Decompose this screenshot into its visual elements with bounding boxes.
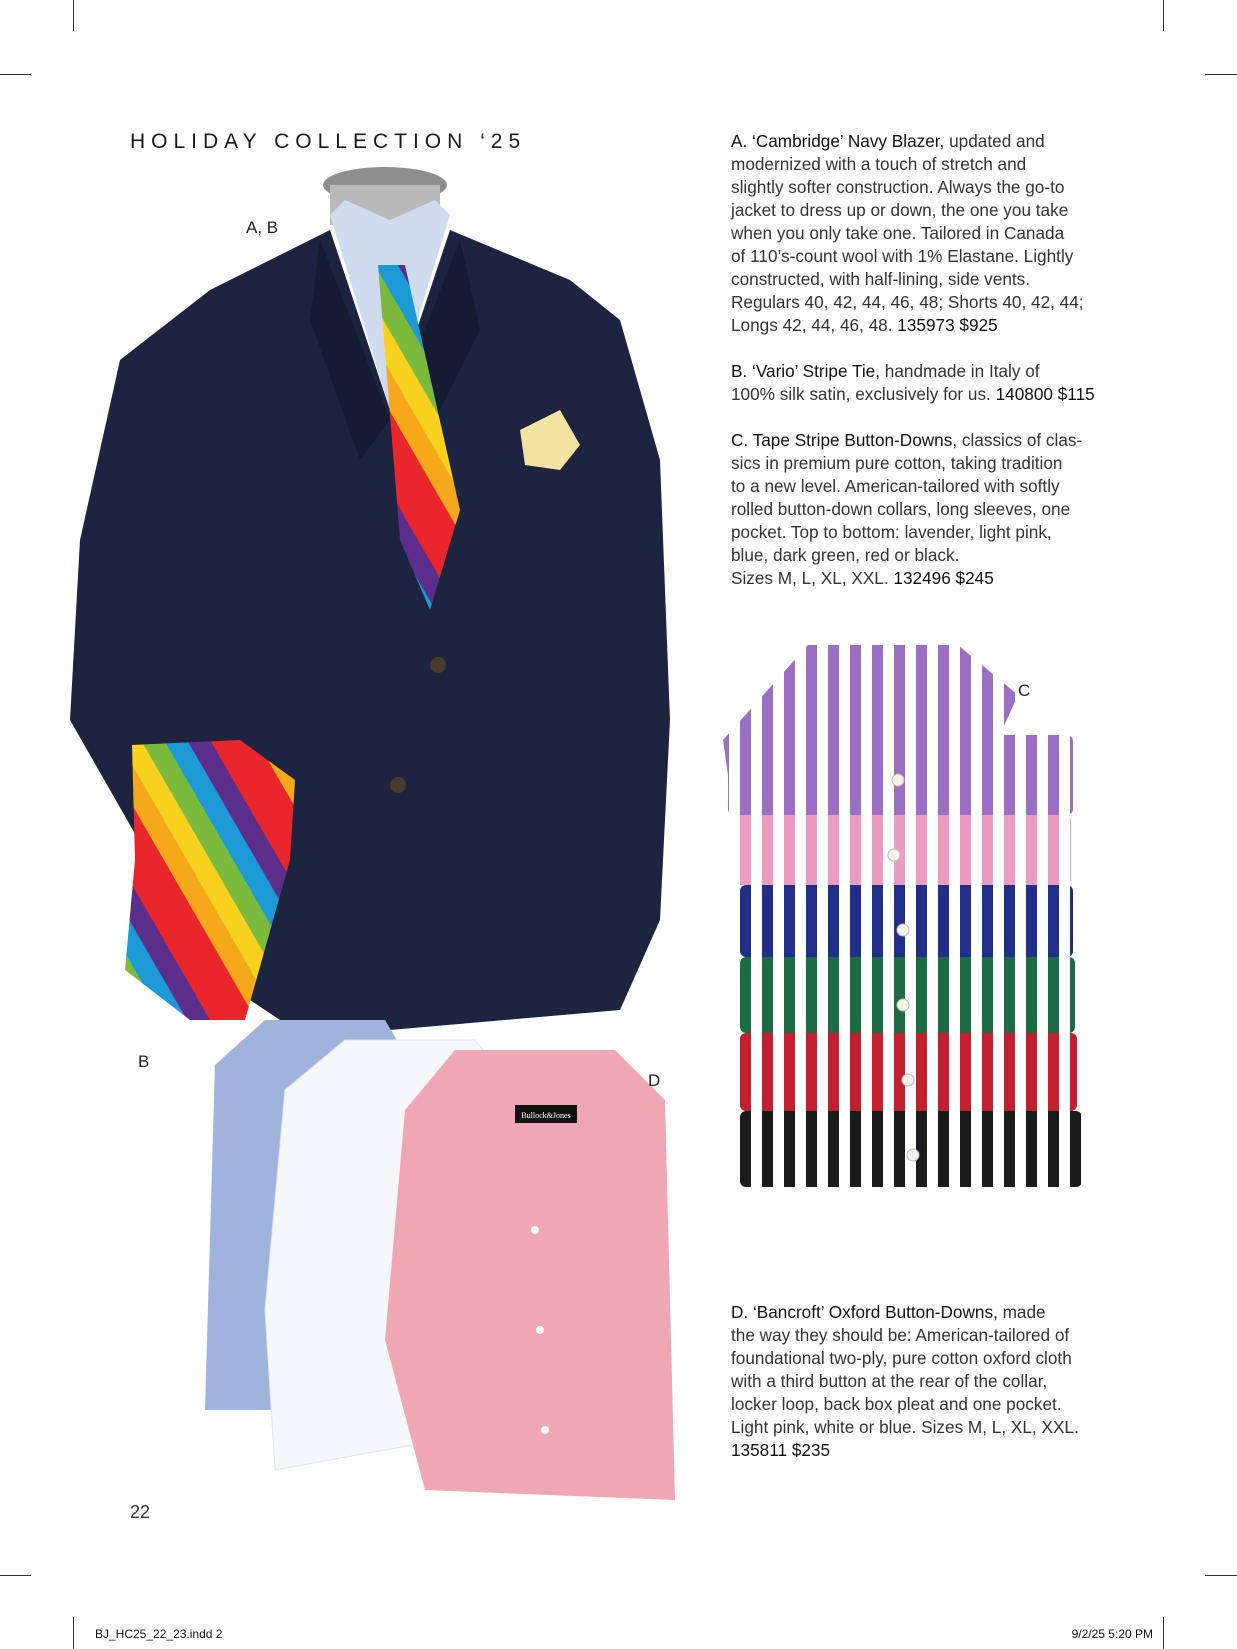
blazer-button xyxy=(430,657,446,673)
slug-filename: BJ_HC25_22_23.indd 2 xyxy=(95,1627,223,1641)
item-sku-price: 132496 $245 xyxy=(893,568,994,588)
shirt-label-text: Bullock&Jones xyxy=(521,1111,571,1120)
item-headline: B. ‘Vario’ Stripe Tie, xyxy=(731,361,881,381)
slug-date: 9/2/25 5:20 PM xyxy=(1071,1627,1153,1641)
shirt-button xyxy=(536,1326,544,1334)
crop-mark xyxy=(1205,74,1237,75)
shirt-button xyxy=(541,1426,549,1434)
shirt-button xyxy=(531,1226,539,1234)
crop-mark xyxy=(1163,1617,1164,1649)
label-ab: A, B xyxy=(246,218,279,237)
shirt-dark-green xyxy=(740,957,1075,1033)
item-sku-price: 135811 $235 xyxy=(731,1440,831,1460)
item-sku-price: 140800 $115 xyxy=(995,384,1095,404)
page-number: 22 xyxy=(130,1502,151,1522)
shirt-button xyxy=(888,849,900,861)
oxford-shirts-photo xyxy=(195,1010,705,1510)
shirt-button xyxy=(897,924,909,936)
item-headline: D. ‘Bancroft’ Oxford Button-Downs, xyxy=(731,1302,998,1322)
item-description-b: B. ‘Vario’ Stripe Tie, handmade in Italy of 100% silk satin, exclusively for us. 140800 $115 xyxy=(731,361,1095,404)
label-b: B xyxy=(138,1052,150,1071)
blazer-photo xyxy=(60,160,700,1040)
striped-shirts-photo xyxy=(718,640,1093,1250)
shirt-red xyxy=(740,1033,1077,1111)
shirt-blue-stripe xyxy=(740,885,1073,957)
shirt-button xyxy=(902,1074,914,1086)
item-headline: A. ‘Cambridge’ Navy Blazer, xyxy=(731,131,945,151)
shirt-button xyxy=(892,774,904,786)
crop-mark xyxy=(73,0,74,31)
item-sku-price: 135973 $925 xyxy=(897,315,998,335)
item-description-a: A. ‘Cambridge’ Navy Blazer, updated and modernized with a touch of stretch and slightly softer construction. Always the go-to jacket to dress up or down, the one you take when you only take one. Tailored in Canada of 110’s-count wool with 1% Elastane. Lightly constructed, with half-lining, side vents. Regulars 40, 42, 44, 46, 48; Shorts 40, 42, 44; Longs 42, 44, 46, 48. 135973 $925 xyxy=(731,131,1084,335)
shirt-light-pink xyxy=(736,815,1071,885)
crop-mark xyxy=(1205,1575,1237,1576)
shirt-button xyxy=(907,1149,919,1161)
crop-mark xyxy=(1163,0,1164,31)
label-c: C xyxy=(1018,681,1031,700)
crop-mark xyxy=(73,1617,74,1649)
page-title: HOLIDAY COLLECTION ‘25 xyxy=(130,130,527,153)
label-d: D xyxy=(648,1071,661,1090)
crop-mark xyxy=(0,1575,31,1576)
item-headline: C. Tape Stripe Button-Downs, xyxy=(731,430,958,450)
blazer-button xyxy=(390,777,406,793)
shirt-button xyxy=(897,999,909,1011)
crop-mark xyxy=(0,74,31,75)
item-description-c: C. Tape Stripe Button-Downs, classics of clas- sics in premium pure cotton, taking tradition to a new level. American-tailored with softly rolled button-down collars, long sleeves, one pocket. Top to bottom: lavender, light pink, blue, dark green, red or black. Sizes M, L, XL, XXL. 132496 $245 xyxy=(731,430,1083,588)
item-description-d: D. ‘Bancroft’ Oxford Button-Downs, made the way they should be: American-tailored of foundational two-ply, pure cotton oxford cloth with a third button at the rear of the collar, locker loop, back box pleat and one pocket. Light pink, white or blue. Sizes M, L, XL, XXL. 135811 $235 xyxy=(731,1302,1079,1460)
